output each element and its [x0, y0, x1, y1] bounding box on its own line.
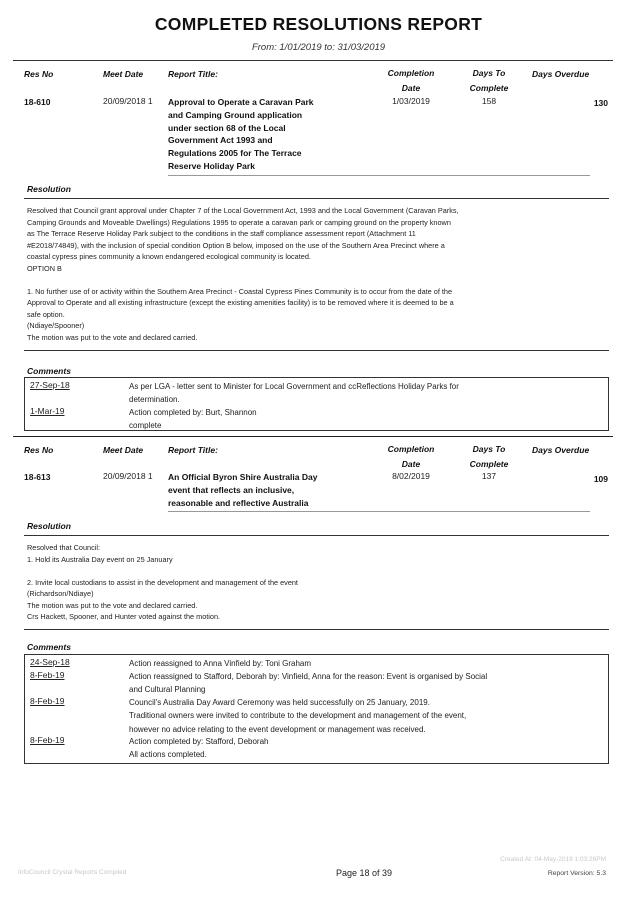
resolution-divider: [24, 535, 609, 536]
page-number: Page 18 of 39: [336, 868, 393, 878]
title-underline: [168, 175, 590, 176]
col-report-title: Report Title:: [168, 69, 218, 79]
comment-text: Action completed by: Stafford, Deborah All actions completed.: [129, 737, 269, 760]
record-divider: [13, 436, 613, 437]
col-completion-date: Completion Date: [387, 68, 435, 93]
comments-label: Comments: [27, 366, 71, 376]
report-title-text: [168, 96, 343, 173]
resolution-label: Resolution: [27, 184, 71, 194]
title-line: event that reflects an inclusive,: [168, 484, 295, 495]
report-title: COMPLETED RESOLUTIONS REPORT: [154, 14, 483, 34]
days-overdue: 130: [593, 98, 608, 108]
col-days-overdue: Days Overdue: [532, 69, 590, 79]
comment-date: 8-Feb-19: [30, 670, 65, 680]
col-days-to-complete: Days To Complete: [469, 444, 509, 469]
comment-date: 8-Feb-19: [30, 735, 65, 745]
footer-created: Created At: 04-May-2019 1:03:26PM: [500, 856, 606, 863]
comment-text: Action reassigned to Anna Vinfield by: Toni Graham: [129, 659, 312, 668]
comments-label: Comments: [27, 642, 71, 652]
title-underline: [168, 511, 590, 512]
resolution-divider: [24, 198, 609, 199]
res-no: 18-613: [24, 472, 51, 482]
col-report-title: Report Title:: [168, 445, 218, 455]
report-title-text: [168, 471, 343, 509]
title-line: An Official Byron Shire Australia Day: [168, 472, 318, 482]
comment-date: 1-Mar-19: [30, 406, 65, 416]
report-version: Report Version: 5.3: [547, 870, 606, 877]
comment-date: 8-Feb-19: [30, 696, 65, 706]
comment-text: Action reassigned to Stafford, Deborah by: Vinfield, Anna for the reason: Event is organised by Social and Cultural Planning: [129, 672, 488, 695]
col-completion-date: Completion Date: [387, 444, 435, 469]
res-no: 18-610: [24, 97, 51, 107]
completion-date: 8/02/2019: [392, 471, 430, 481]
col-meet-date: Meet Date: [103, 69, 144, 79]
resolution-text: Resolved that Council: 1. Hold its Australia Day event on 25 January 2. Invite local custodians to assist in the development and management of the event (Richardson/Ndiaye) The motion was put to the vote and declared carried. Crs Hackett, Spooner, and Hunter voted against the motion.: [27, 543, 298, 621]
resolution-end-divider: [24, 629, 609, 630]
meet-date: 20/09/2018 1: [103, 96, 153, 106]
title-line: reasonable and reflective Australia: [168, 497, 309, 508]
header-divider: [13, 60, 613, 61]
comment-date: 27-Sep-18: [30, 380, 70, 390]
col-meet-date: Meet Date: [103, 445, 144, 455]
completion-date: 1/03/2019: [392, 96, 430, 106]
col-res-no: Res No: [24, 445, 54, 455]
col-days-overdue: Days Overdue: [532, 445, 590, 455]
comment-text: Action completed by: Burt, Shannon complete: [129, 408, 257, 431]
col-days-to-complete: Days To Complete: [469, 68, 509, 93]
comment-text: As per LGA - letter sent to Minister for Local Government and ccReflections Holiday Parks for determination.: [129, 382, 459, 405]
resolution-text: Resolved that Council grant approval under Chapter 7 of the Local Government Act, 1993 and the Local Government (Caravan Parks, Camping Grounds and Moveable Dwellings) Regulations 1995 to operate a caravan park or camping ground on the property known as The Terrace Reserve Holiday Park subject to the conditions in the staff compliance assessment report (Attachment 11 #E2018/74849), with the inclusion of special condition Option B below, imposed on the use of the Southern Area Precinct where a coastal cypress pines community a known endangered ecological community is located. OPTION B 1. No further use of or activity within the Southern Area Precinct - Coastal Cypress Pines Community is to occur from the date of the Approval to Operate and all existing infrastructure (except the existing amenities facility) is to be removed where it is deemed to be a safe option. (Ndiaye/Spooner) The motion was put to the vote and declared carried.: [27, 206, 459, 342]
title-line: Regulations 2005 for The Terrace: [168, 148, 302, 159]
days-to-complete: 137: [481, 471, 497, 481]
col-res-no: Res No: [24, 69, 54, 79]
comment-text: Council's Australia Day Award Ceremony was held successfully on 25 January, 2019. Traditional owners were invited to contribute to the development and management of the event, however no advice relating to the event development or management was received.: [129, 698, 467, 734]
resolution-end-divider: [24, 350, 609, 351]
title-line: Government Act 1993 and: [168, 135, 273, 146]
report-subtitle: From: 1/01/2019 to: 31/03/2019: [251, 42, 386, 53]
comment-date: 24-Sep-18: [30, 657, 70, 667]
resolution-label: Resolution: [27, 521, 71, 531]
title-line: Reserve Holiday Park: [168, 160, 255, 171]
title-line: Approval to Operate a Caravan Park: [168, 97, 314, 107]
title-line: and Camping Ground application: [168, 109, 303, 120]
title-line: under section 68 of the Local: [168, 122, 286, 133]
meet-date: 20/09/2018 1: [103, 471, 153, 481]
footer-source: InfoCouncil Crystal Reports Compiled: [18, 869, 127, 876]
days-to-complete: 158: [481, 96, 497, 106]
days-overdue: 109: [593, 474, 608, 484]
